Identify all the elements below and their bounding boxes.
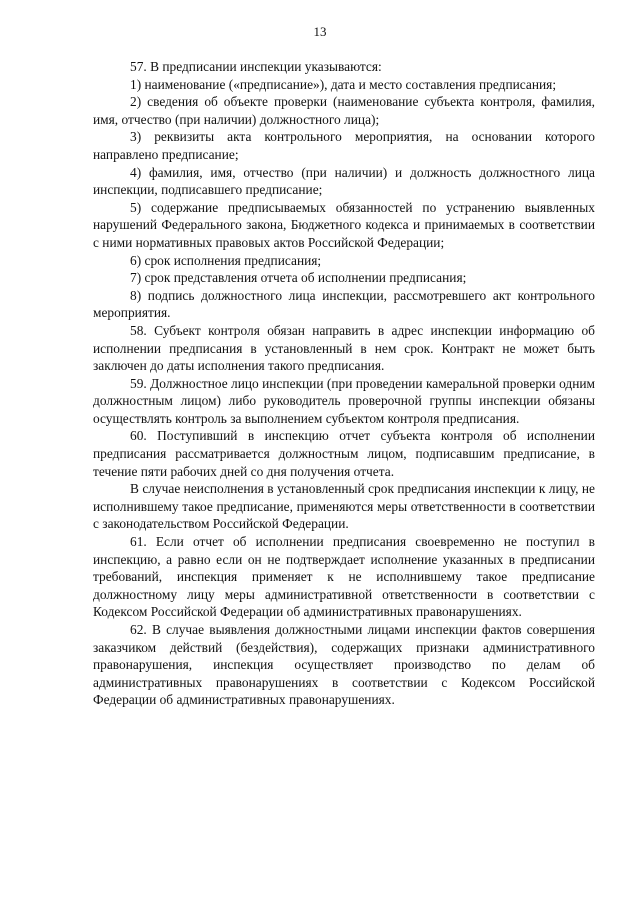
- page-number: 13: [313, 24, 327, 39]
- paragraph-60: 60. Поступивший в инспекцию отчет субъекта контроля об исполнении предписания рассматривается должностным лицом, подписавшим предписание, в течение пяти рабочих дней со дня получения отчета.: [93, 428, 595, 479]
- paragraph-61: 61. Если отчет об исполнении предписания своевременно не поступил в инспекцию, а равно если он не подтверждает исполнение указанных в предписании требований, инспекция применяет к не исполнившему такое предписание должностному лицу меры административной ответственности в соответствии с Кодексом Российской Федерации об административных правонарушениях.: [93, 534, 595, 620]
- list-item-6: 6) срок исполнения предписания;: [130, 252, 322, 268]
- list-item-5: 5) содержание предписываемых обязанностей по устранению выявленных нарушений Федерального закона, Бюджетного кодекса и принимаемых в соответствии с ними нормативных правовых актов Российской Федерации;: [93, 199, 595, 250]
- list-item-3: 3) реквизиты акта контрольного мероприятия, на основании которого направлено предписание;: [93, 129, 595, 162]
- paragraph-57: 57. В предписании инспекции указываются:: [130, 59, 382, 74]
- list-item-8: 8) подпись должностного лица инспекции, рассмотревшего акт контрольного мероприятия.: [93, 287, 595, 321]
- list-item-7: 7) срок представления отчета об исполнении предписания;: [130, 270, 467, 286]
- paragraph-60-continuation: В случае неисполнения в установленный срок предписания инспекции к лицу, не исполнившему такое предписание, применяются меры ответственности в соответствии с законодательством Российской Федерации.: [93, 481, 595, 532]
- document-body: [93, 58, 595, 709]
- list-item-1: 1) наименование («предписание»), дата и место составления предписания;: [130, 76, 557, 92]
- list-item-2: 2) сведения об объекте проверки (наименование субъекта контроля, фамилия, имя, отчество (при наличии) должностного лица);: [93, 94, 595, 127]
- paragraph-58: 58. Субъект контроля обязан направить в адрес инспекции информацию об исполнении предписания в установленный в нем срок. Контракт не может быть заключен до даты исполнения такого предписания.: [93, 322, 595, 374]
- list-item-4: 4) фамилия, имя, отчество (при наличии) и должность должностного лица инспекции, подписавшего предписание;: [93, 164, 595, 198]
- paragraph-59: 59. Должностное лицо инспекции (при проведении камеральной проверки одним должностным лицом) либо руководитель проверочной группы инспекции обязаны осуществлять контроль за выполнением субъектом контроля предписания.: [93, 375, 595, 426]
- paragraph-62: 62. В случае выявления должностными лицами инспекции фактов совершения заказчиком действий (бездействия), содержащих признаки административного правонарушения, инспекция осуществляет производство по делам об административных правонарушениях в соответствии с Кодексом Российской Федерации об административных правонарушениях.: [93, 622, 595, 708]
